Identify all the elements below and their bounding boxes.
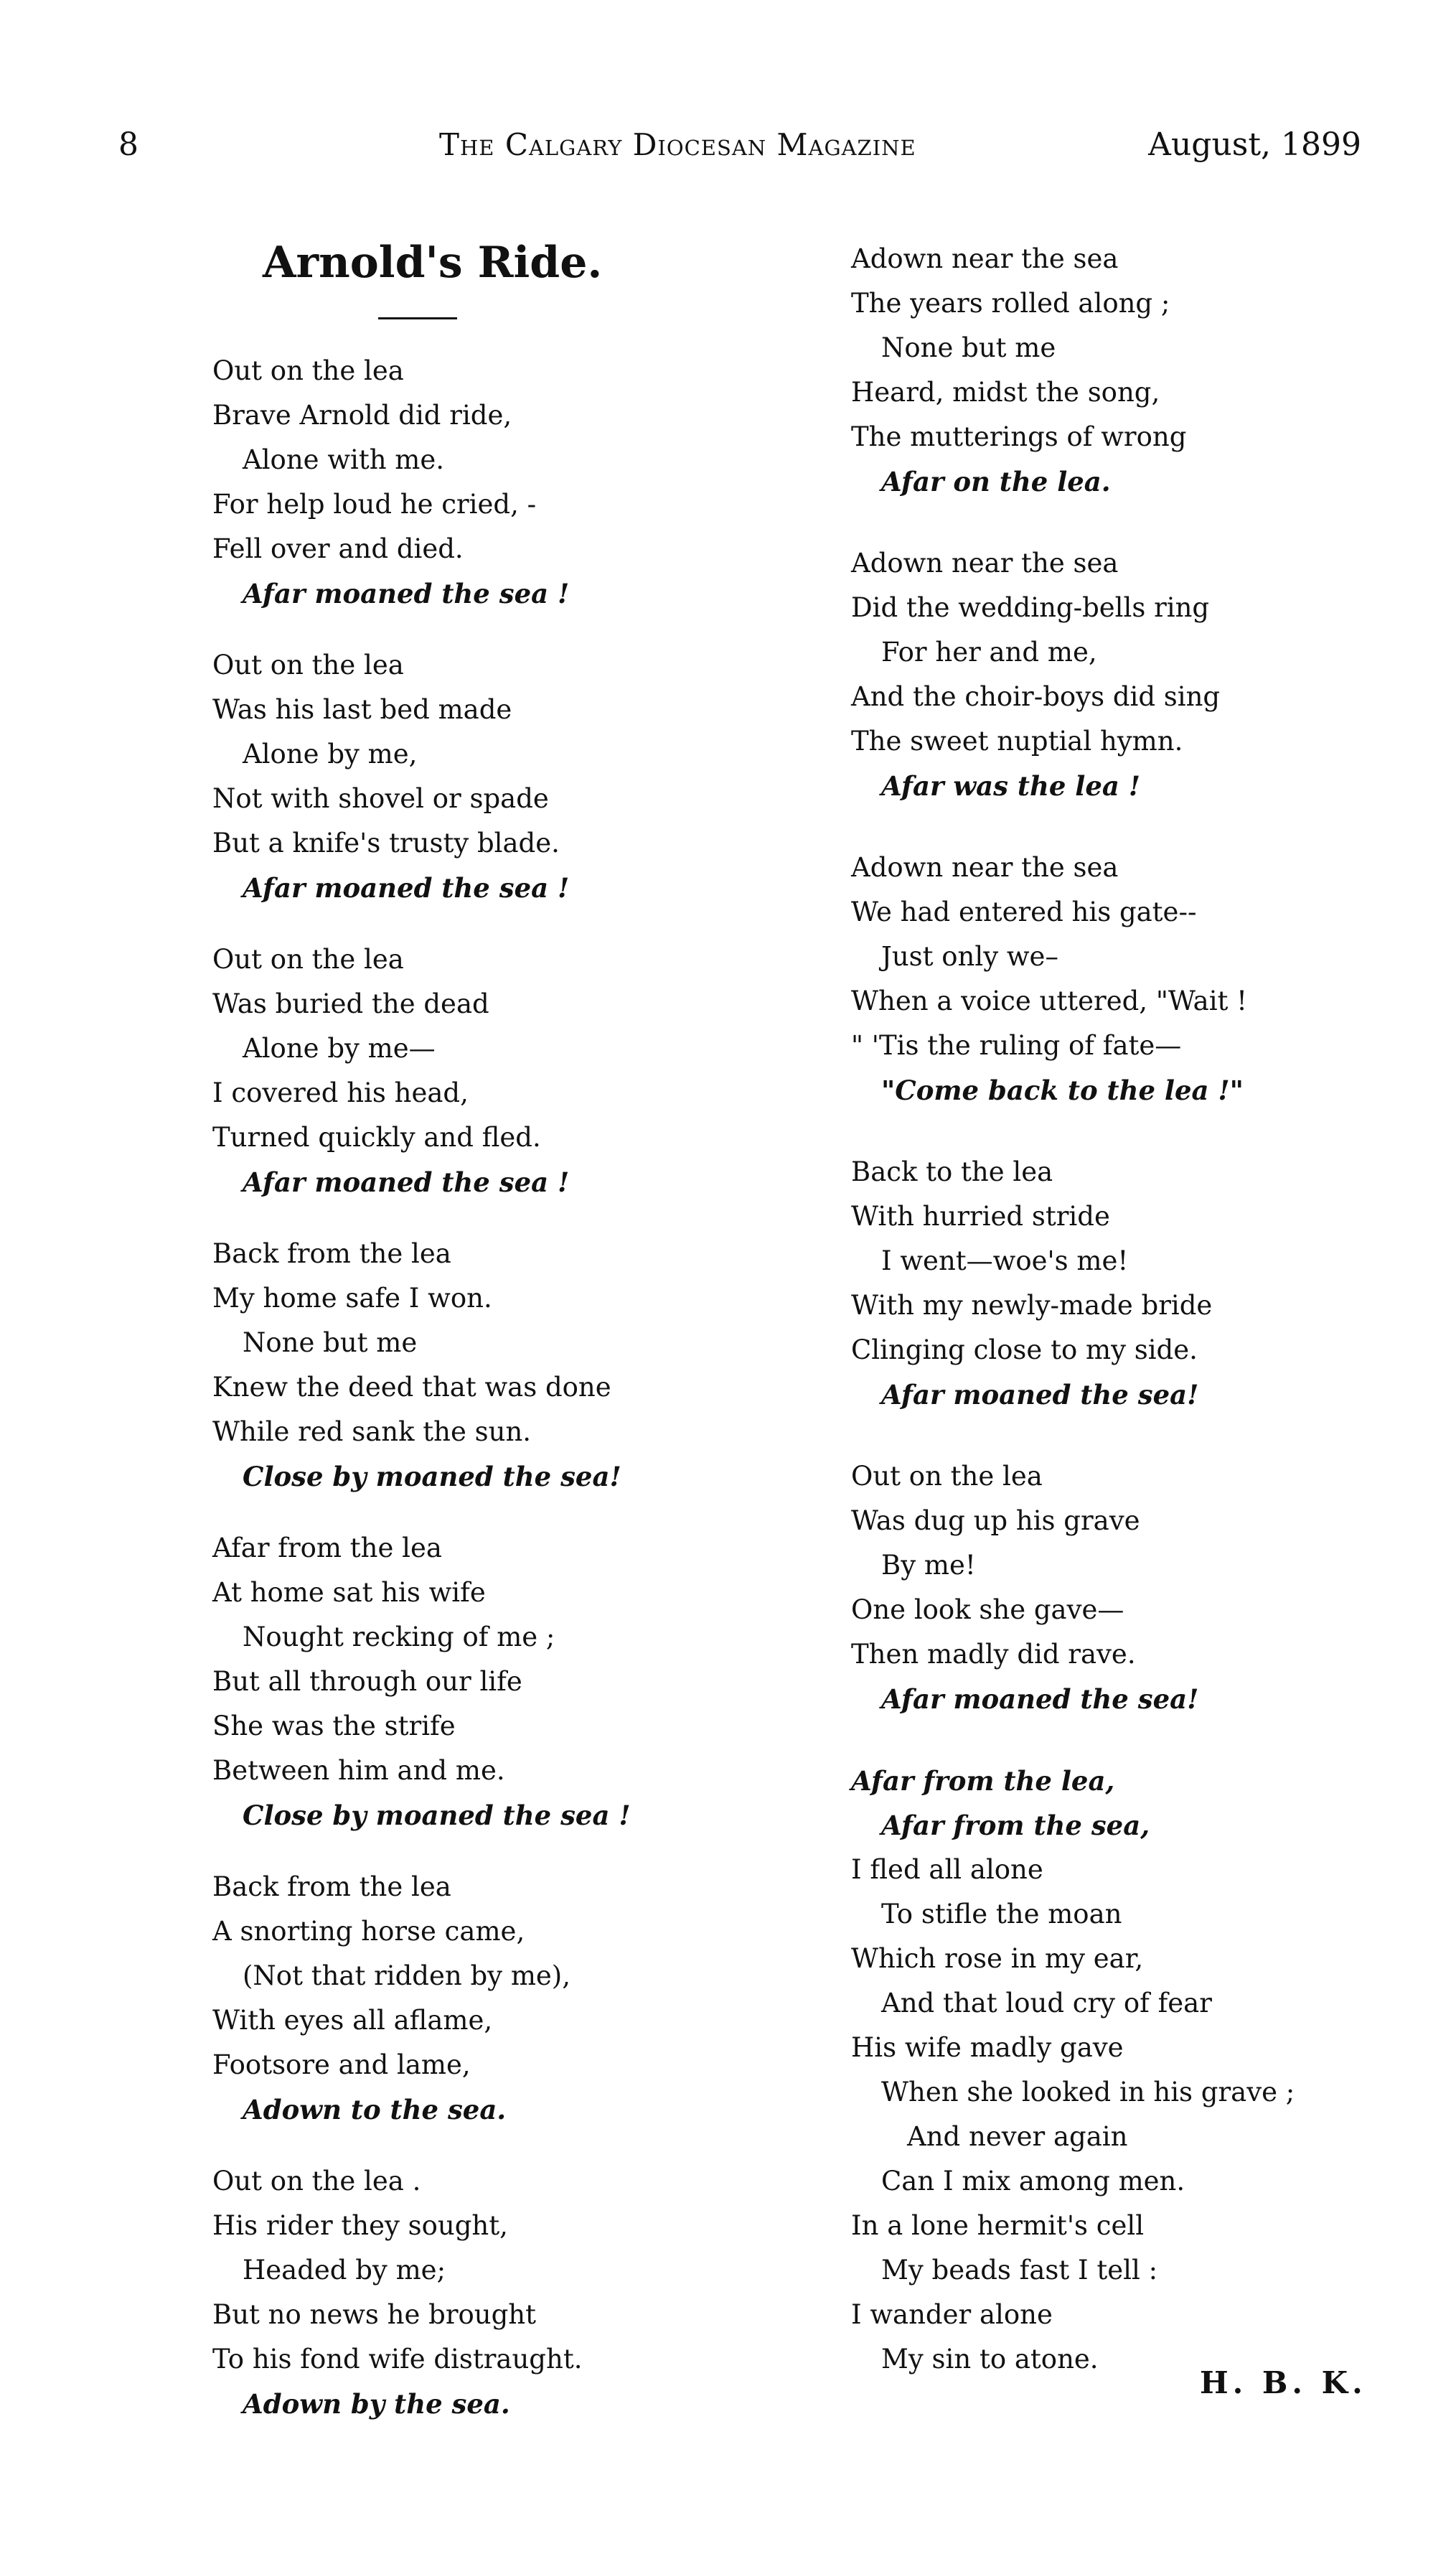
poem-line: To his fond wife distraught. [212,2344,583,2375]
poem-line: Did the wedding-bells ring [851,592,1210,623]
poem-line: We had entered his gate-- [851,897,1197,927]
poem-line: Which rose in my ear, [851,1943,1144,1974]
refrain-line: Afar from the lea, [851,1765,1115,1797]
poem-left-column [212,349,631,2453]
poem-line: Back to the lea [851,1156,1053,1187]
poem-line: For her and me, [881,637,1097,668]
poem-line: When a voice uttered, "Wait ! [851,986,1248,1016]
refrain-line: Afar moaned the sea! [881,1683,1199,1715]
poem-line: And never again [907,2121,1128,2152]
poem-title: Arnold's Ride. [263,238,603,288]
refrain-line: Adown by the sea. [243,2388,510,2420]
stanza [851,846,1295,1113]
author-signature: H. B. K. [1200,2365,1367,2400]
stanza [212,937,631,1204]
refrain-line: Afar from the sea, [881,1810,1150,1841]
poem-line: Adown near the sea [851,852,1119,883]
poem-line: The mutterings of wrong [851,421,1187,452]
stanza [212,1865,631,2132]
poem-line: Headed by me; [243,2255,446,2286]
poem-right-column [851,237,1295,2419]
poem-line: Adown near the sea [851,243,1119,274]
poem-line: His wife madly gave [851,2032,1124,2063]
refrain-line: Afar on the lea. [881,466,1111,497]
poem-line: The sweet nuptial hymn. [851,726,1183,757]
poem-line: Knew the deed that was done [212,1372,611,1403]
stanza [212,643,631,910]
poem-line: My home safe I won. [212,1283,492,1314]
magazine-title: The Calgary Diocesan Magazine [439,127,916,162]
refrain-line: Afar was the lea ! [881,770,1140,802]
poem-line: I went—woe's me! [881,1245,1129,1276]
refrain-line: Close by moaned the sea! [243,1461,621,1492]
poem-line: (Not that ridden by me), [243,1960,571,1991]
poem-line: My beads fast I tell : [881,2255,1158,2286]
refrain-line: Adown to the sea. [243,2094,507,2125]
poem-line: Out on the lea [212,650,404,680]
page-number: 8 [118,126,138,163]
refrain-line: Afar moaned the sea! [881,1379,1199,1411]
poem-line: Then madly did rave. [851,1639,1136,1670]
poem-line: I covered his head, [212,1077,469,1108]
poem-line: She was the strife [212,1711,456,1741]
poem-line: While red sank the sun. [212,1416,532,1447]
poem-line: In a lone hermit's cell [851,2210,1145,2241]
poem-line: One look she gave— [851,1594,1124,1625]
poem-line: For help loud he cried, - [212,489,537,520]
poem-line: With eyes all aflame, [212,2005,493,2036]
poem-line: To stifle the moan [881,1899,1122,1929]
refrain-line: "Come back to the lea !" [881,1075,1244,1106]
poem-line: My sin to atone. [881,2344,1099,2375]
poem-line: Clinging close to my side. [851,1334,1198,1365]
poem-line: Footsore and lame, [212,2049,471,2080]
poem-line: Heard, midst the song, [851,377,1160,408]
poem-line: Out on the lea [212,355,404,386]
issue-date: August, 1899 [1148,126,1361,163]
stanza [851,1759,1295,2382]
poem-line: Back from the lea [212,1238,451,1269]
poem-line: But a knife's trusty blade. [212,828,560,859]
poem-line: Nought recking of me ; [243,1622,555,1652]
stanza [212,2159,631,2426]
page-header [0,123,1456,167]
poem-line: At home sat his wife [212,1577,486,1608]
poem-line: Between him and me. [212,1755,505,1786]
poem-line: With hurried stride [851,1201,1110,1232]
stanza [851,237,1295,504]
poem-line: Alone by me— [243,1033,436,1064]
poem-line: And that loud cry of fear [881,1988,1212,2018]
poem-line: Fell over and died. [212,533,464,564]
stanza [212,349,631,616]
poem-line: None but me [881,332,1056,363]
poem-line: A snorting horse came, [212,1916,525,1947]
stanza [212,1526,631,1838]
poem-line: Out on the lea . [212,2166,421,2197]
poem-line: His rider they sought, [212,2210,508,2241]
poem-line: None but me [243,1327,418,1358]
poem-line: Back from the lea [212,1871,451,1902]
stanza [212,1232,631,1499]
stanza [851,1150,1295,1417]
poem-line: Alone by me, [243,739,418,769]
poem-line: " 'Tis the ruling of fate— [851,1030,1182,1061]
refrain-line: Close by moaned the sea ! [243,1800,631,1831]
poem-line: But no news he brought [212,2299,537,2330]
stanza [851,541,1295,808]
poem-line: Adown near the sea [851,548,1119,579]
poem-line: Afar from the lea [212,1533,442,1563]
poem-line: With my newly-made bride [851,1290,1213,1321]
poem-line: I wander alone [851,2299,1053,2330]
poem-line: Not with shovel or spade [212,783,549,814]
poem-line: Was his last bed made [212,694,512,725]
poem-line: Can I mix among men. [881,2166,1185,2197]
title-rule [378,317,457,319]
stanza [851,1454,1295,1721]
poem-line: Out on the lea [851,1461,1043,1492]
poem-line: By me! [881,1550,976,1581]
poem-line: Turned quickly and fled. [212,1122,541,1153]
poem-line: And the choir-boys did sing [851,681,1221,712]
poem-line: When she looked in his grave ; [881,2077,1295,2107]
refrain-line: Afar moaned the sea ! [243,578,570,609]
poem-line: But all through our life [212,1666,522,1697]
poem-line: Just only we– [881,941,1058,972]
poem-line: Was buried the dead [212,988,489,1019]
poem-line: Brave Arnold did ride, [212,400,512,431]
poem-line: I fled all alone [851,1854,1043,1885]
poem-line: Alone with me. [243,444,445,475]
poem-line: Was dug up his grave [851,1505,1140,1536]
poem-line: Out on the lea [212,944,404,975]
poem-line: The years rolled along ; [851,288,1170,319]
refrain-line: Afar moaned the sea ! [243,1166,570,1198]
refrain-line: Afar moaned the sea ! [243,872,570,904]
